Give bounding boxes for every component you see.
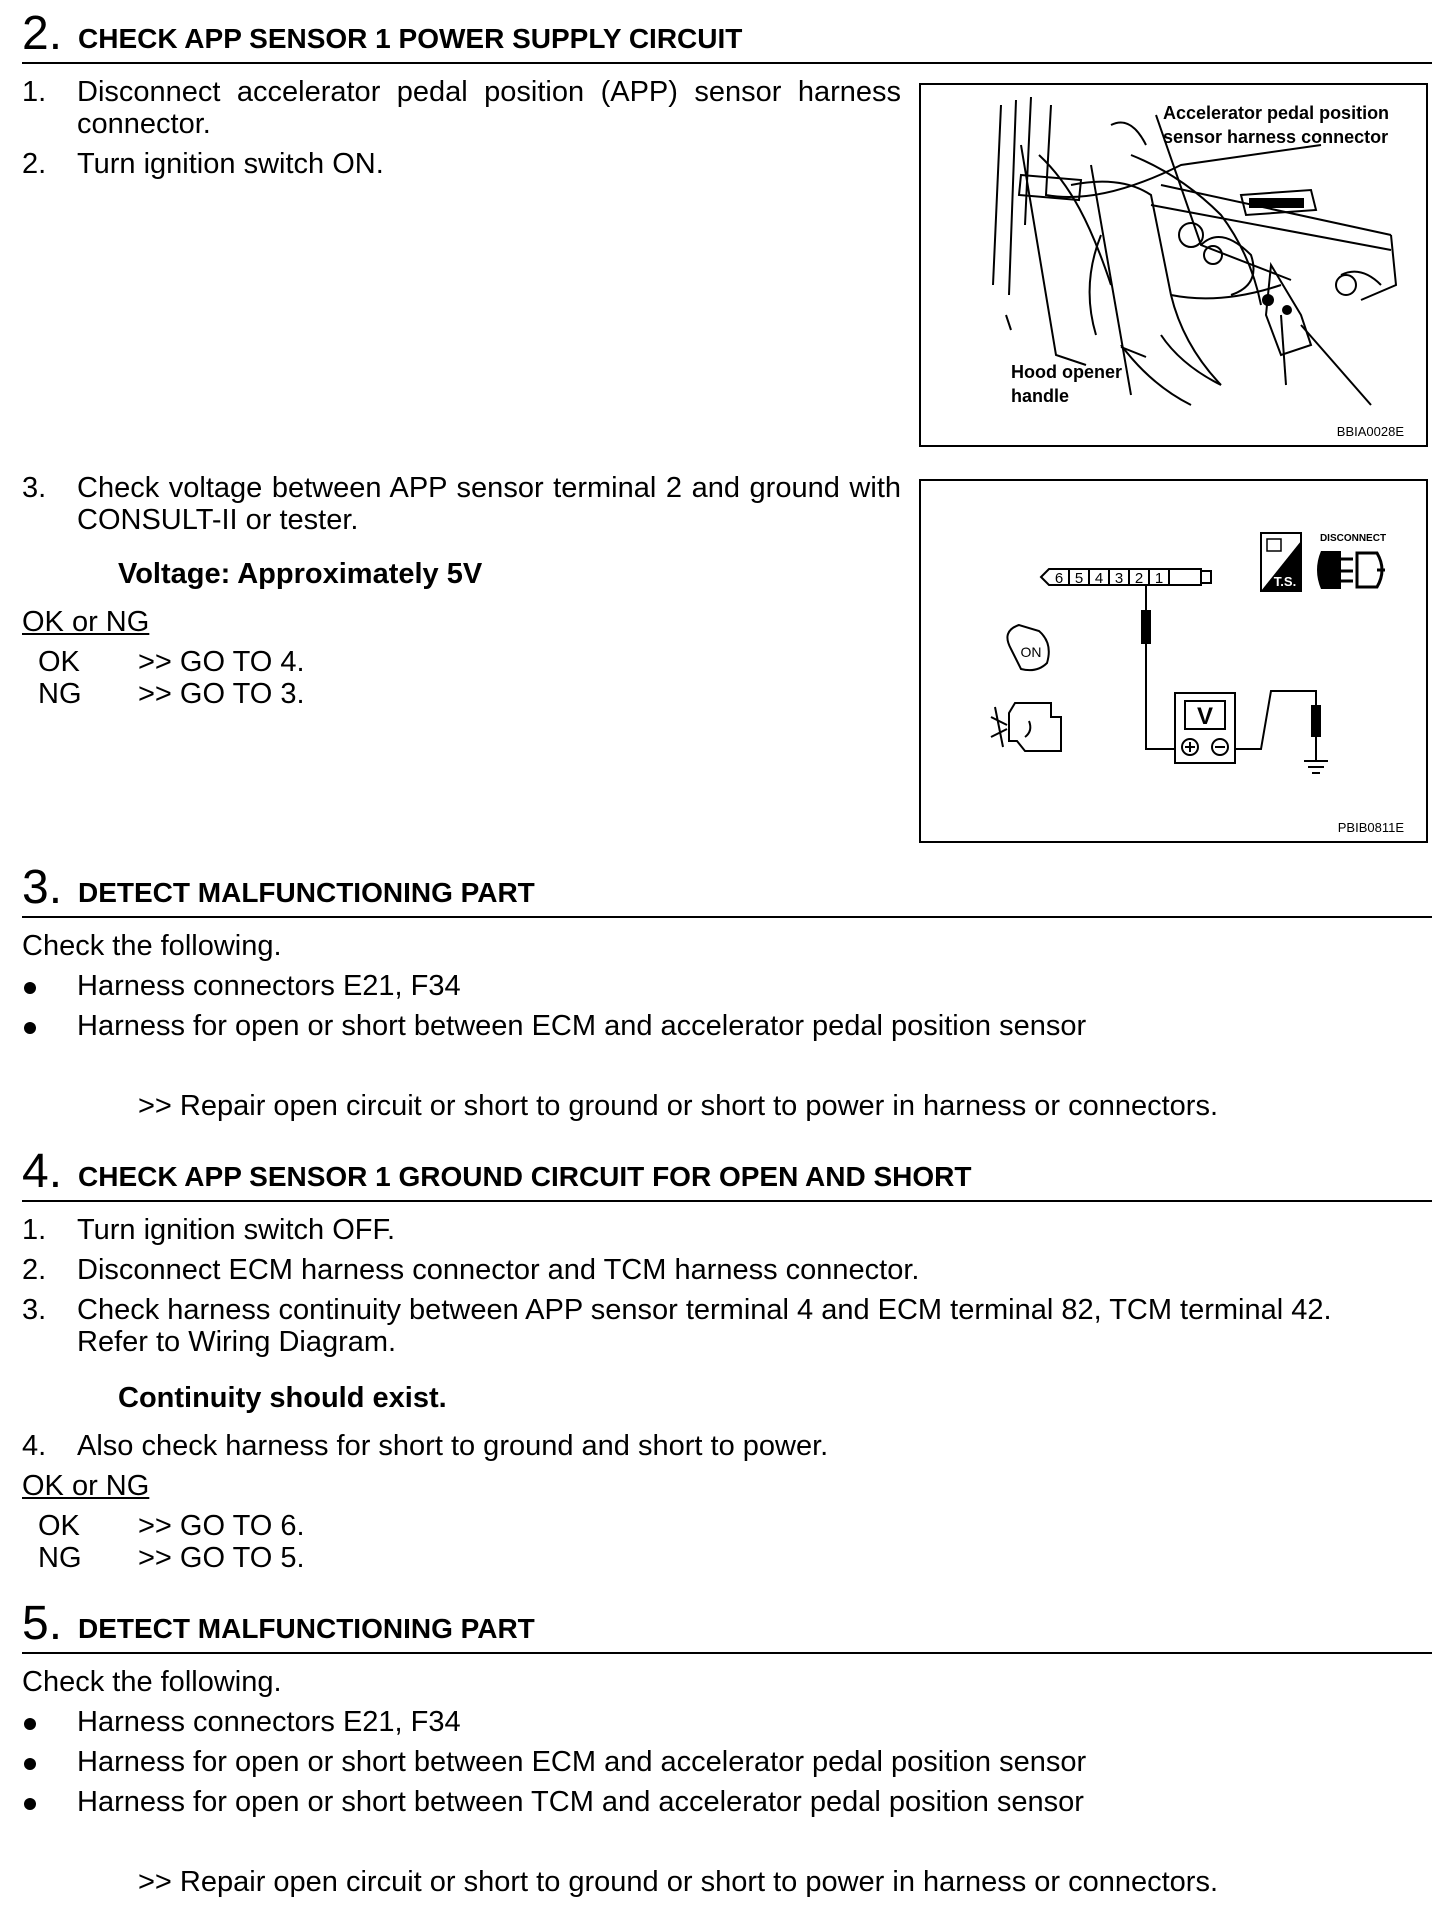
bullet-item: Harness for open or short between ECM and accelerator pedal position sensor [77, 1010, 1087, 1042]
section-5-header [22, 1596, 1432, 1654]
bullet-item: Harness connectors E21, F34 [77, 1706, 461, 1738]
hood-opener-label-line1: Hood opener [1011, 362, 1122, 382]
app-connector-label-line2: sensor harness connector [1163, 127, 1389, 147]
terminal-2: 2 [1134, 570, 1144, 587]
check-intro: Check the following. [22, 930, 282, 962]
result-status: OK [38, 1510, 80, 1542]
terminal-5: 5 [1074, 570, 1084, 587]
bullet-dot [24, 982, 36, 994]
voltage-check-diagram [921, 481, 1426, 841]
voltage-spec: Voltage: Approximately 5V [118, 558, 483, 590]
bullet-item: Harness for open or short between ECM and accelerator pedal position sensor [77, 1746, 1087, 1778]
ts-icon [1261, 533, 1301, 591]
section-number: 4. [22, 1145, 63, 1198]
step-text: Check voltage between APP sensor terminal 2 and ground with [77, 472, 901, 504]
harness-connector [1041, 569, 1211, 585]
disconnect-label: DISCONNECT [1319, 533, 1387, 544]
repair-action: >> Repair open circuit or short to ground or short to power in harness or connectors. [138, 1090, 1219, 1122]
step-text-continued: connector. [77, 108, 211, 140]
hood-opener-label-line2: handle [1011, 386, 1070, 406]
bullet-dot [24, 1798, 36, 1810]
step-number: 1. [22, 1214, 47, 1246]
section-title: DETECT MALFUNCTIONING PART [78, 877, 535, 908]
step-number: 2. [22, 1254, 47, 1286]
step-number: 3. [22, 1294, 47, 1326]
figure-code: PBIB0811E [1337, 820, 1404, 835]
step-text-continued: Refer to Wiring Diagram. [77, 1326, 397, 1358]
voltmeter [1175, 693, 1235, 763]
ts-label: T.S. [1273, 574, 1297, 589]
result-action: >> GO TO 6. [138, 1510, 305, 1542]
step-text: Turn ignition switch ON. [77, 148, 384, 180]
step-text: Check harness continuity between APP sensor terminal 4 and ECM terminal 82, TCM terminal 42. [77, 1294, 1332, 1326]
check-intro: Check the following. [22, 1666, 282, 1698]
result-action: >> GO TO 5. [138, 1542, 305, 1574]
step-number: 1. [22, 76, 47, 108]
bullet-item: Harness for open or short between TCM and accelerator pedal position sensor [77, 1786, 1084, 1818]
ok-or-ng-label: OK or NG [22, 1470, 150, 1502]
result-action: >> GO TO 3. [138, 678, 305, 710]
bullet-dot [24, 1758, 36, 1770]
section-2-header [22, 6, 1432, 64]
ignition-on-icon [1007, 625, 1048, 670]
continuity-spec: Continuity should exist. [118, 1382, 447, 1414]
terminal-4: 4 [1094, 570, 1104, 587]
app-connector-label-line1: Accelerator pedal position [1163, 103, 1390, 123]
terminal-6: 6 [1054, 570, 1064, 587]
repair-action: >> Repair open circuit or short to ground or short to power in harness or connectors. [138, 1866, 1219, 1898]
step-text: Disconnect accelerator pedal position (APP) sensor harness [77, 76, 901, 108]
step-text-continued: CONSULT-II or tester. [77, 504, 359, 536]
result-status: NG [38, 678, 82, 710]
voltage-check-figure [919, 479, 1428, 843]
section-4-header [22, 1144, 1432, 1202]
engine-icon [991, 703, 1061, 751]
section-number: 2. [22, 7, 63, 60]
bullet-dot [24, 1022, 36, 1034]
step-number: 2. [22, 148, 47, 180]
terminal-1: 1 [1154, 570, 1164, 587]
disconnect-icon [1317, 533, 1386, 589]
terminal-3: 3 [1114, 570, 1124, 587]
ok-or-ng-label: OK or NG [22, 606, 150, 638]
bullet-dot [24, 1718, 36, 1730]
step-number: 4. [22, 1430, 47, 1462]
section-title: CHECK APP SENSOR 1 GROUND CIRCUIT FOR OPEN AND SHORT [78, 1161, 972, 1192]
section-title: DETECT MALFUNCTIONING PART [78, 1613, 535, 1644]
app-sensor-location-figure [919, 83, 1428, 447]
bullet-item: Harness connectors E21, F34 [77, 970, 461, 1002]
section-title: CHECK APP SENSOR 1 POWER SUPPLY CIRCUIT [78, 23, 743, 54]
result-status: OK [38, 646, 80, 678]
voltmeter-label: V [1196, 703, 1214, 730]
step-number: 3. [22, 472, 47, 504]
section-3-header [22, 860, 1432, 918]
step-text: Turn ignition switch OFF. [77, 1214, 396, 1246]
figure-code: BBIA0028E [1336, 424, 1404, 439]
result-status: NG [38, 1542, 82, 1574]
section-number: 3. [22, 861, 63, 914]
step-text: Also check harness for short to ground and short to power. [77, 1430, 829, 1462]
step-text: Disconnect ECM harness connector and TCM harness connector. [77, 1254, 920, 1286]
section-number: 5. [22, 1597, 63, 1650]
result-action: >> GO TO 4. [138, 646, 305, 678]
ignition-on-label: ON [1020, 644, 1042, 660]
